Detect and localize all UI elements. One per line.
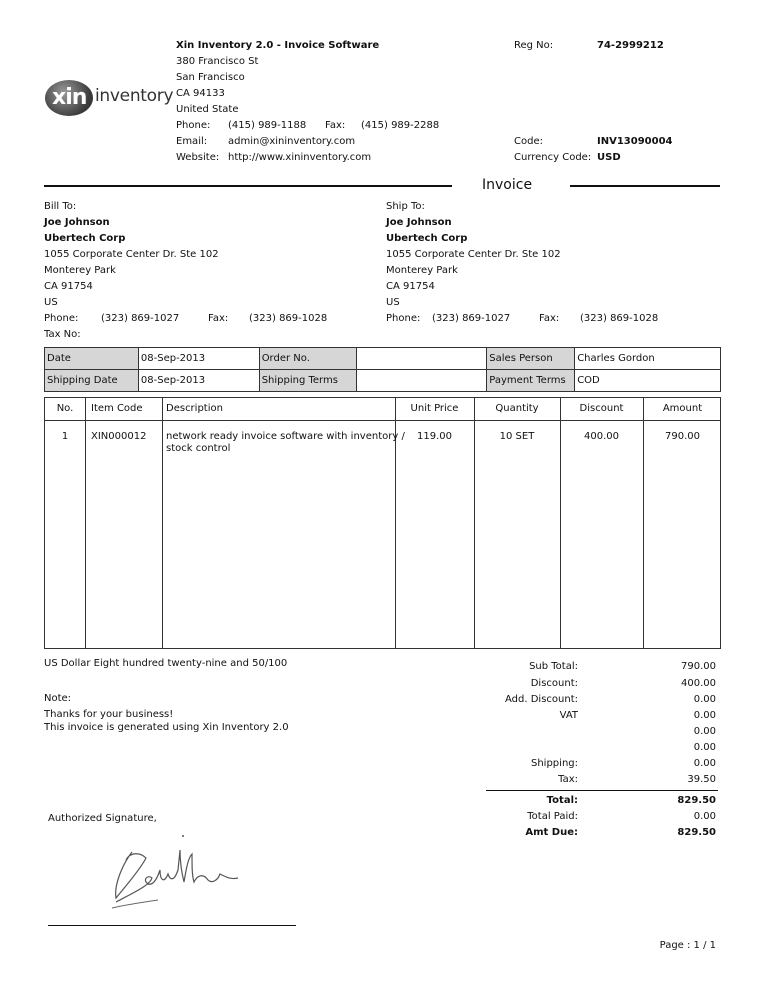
- column-divider: [85, 398, 86, 648]
- date-label: Date: [45, 348, 139, 370]
- shipping-label: Shipping:: [531, 758, 578, 769]
- col-header-no: No.: [56, 403, 74, 414]
- bill-to-company: Ubertech Corp: [44, 233, 126, 244]
- amount-due-value: 829.50: [677, 827, 716, 838]
- row-description: network ready invoice software with inventory /: [166, 431, 405, 442]
- col-header-unit-price: Unit Price: [410, 403, 459, 414]
- note-label: Note:: [44, 693, 72, 704]
- document-title: Invoice: [482, 177, 533, 193]
- total-value: 829.50: [677, 795, 716, 806]
- company-email-label: Email:: [176, 136, 208, 147]
- date-value: 08-Sep-2013: [138, 348, 259, 370]
- shipping-terms-label: Shipping Terms: [259, 370, 356, 392]
- order-info-row: [45, 348, 721, 370]
- page-number: Page : 1 / 1: [659, 940, 716, 951]
- company-logo: [45, 80, 174, 118]
- ship-to-name: Joe Johnson: [386, 217, 452, 228]
- order-no-value: [356, 348, 487, 370]
- company-state-zip: CA 94133: [176, 88, 225, 99]
- totals-rule: [486, 790, 718, 791]
- row-unit-price: 119.00: [417, 431, 452, 442]
- sales-person-label: Sales Person: [487, 348, 575, 370]
- row-no: 1: [61, 431, 69, 442]
- company-phone: (415) 989-1188: [228, 120, 307, 131]
- invoice-code-label: Code:: [514, 136, 543, 147]
- tax-label: Tax:: [558, 774, 578, 785]
- bill-to-country: US: [44, 297, 58, 308]
- col-header-discount: Discount: [579, 403, 624, 414]
- line-items-table: [44, 397, 721, 649]
- logo-mark-text: xin: [52, 85, 87, 110]
- company-fax: (415) 989-2288: [361, 120, 440, 131]
- title-rule-left: [44, 185, 452, 187]
- note-line-1: Thanks for your business!: [44, 709, 174, 720]
- total-paid-value: 0.00: [693, 811, 716, 822]
- company-email[interactable]: admin@xininventory.com: [228, 136, 356, 147]
- currency-code: USD: [597, 152, 621, 163]
- ship-to-address: 1055 Corporate Center Dr. Ste 102: [386, 249, 561, 260]
- bill-to-name: Joe Johnson: [44, 217, 110, 228]
- vat-label: VAT: [559, 710, 578, 721]
- col-header-amount: Amount: [662, 403, 703, 414]
- extra-charge-value: 0.00: [693, 726, 716, 737]
- row-amount: 790.00: [665, 431, 700, 442]
- reg-no-label: Reg No:: [514, 40, 554, 51]
- bill-to-address: 1055 Corporate Center Dr. Ste 102: [44, 249, 219, 260]
- add-discount-label: Add. Discount:: [505, 694, 578, 705]
- ship-to-phone: (323) 869-1027: [432, 313, 511, 324]
- subtotal-label: Sub Total:: [529, 661, 578, 672]
- row-discount: 400.00: [584, 431, 619, 442]
- company-phone-label: Phone:: [176, 120, 211, 131]
- row-quantity: 10 SET: [499, 431, 535, 442]
- amount-in-words: US Dollar Eight hundred twenty-nine and 50/100: [44, 658, 288, 669]
- order-info-table: [44, 347, 721, 392]
- bill-to-fax: (323) 869-1028: [249, 313, 328, 324]
- vat-value: 0.00: [693, 710, 716, 721]
- col-header-quantity: Quantity: [495, 403, 539, 414]
- bill-to-city: Monterey Park: [44, 265, 116, 276]
- company-city: San Francisco: [176, 72, 245, 83]
- extra-charge-value: 0.00: [693, 742, 716, 753]
- note-line-2: This invoice is generated using Xin Inventory 2.0: [44, 722, 289, 733]
- order-no-label: Order No.: [259, 348, 356, 370]
- tax-no-label: Tax No:: [44, 329, 81, 340]
- shipping-terms-value: [356, 370, 487, 392]
- add-discount-value: 0.00: [693, 694, 716, 705]
- discount-label: Discount:: [530, 678, 578, 689]
- bill-to-label: Bill To:: [44, 201, 77, 212]
- tax-value: 39.50: [687, 774, 716, 785]
- col-header-description: Description: [166, 403, 223, 414]
- bill-to-fax-label: Fax:: [208, 313, 229, 324]
- payment-terms-label: Payment Terms: [487, 370, 575, 392]
- order-info-row: [45, 370, 721, 392]
- col-header-item-code: Item Code: [91, 403, 143, 414]
- ship-to-country: US: [386, 297, 400, 308]
- sales-person-value: Charles Gordon: [575, 348, 721, 370]
- amount-due-label: Amt Due:: [525, 827, 578, 838]
- discount-value: 400.00: [681, 678, 716, 689]
- ship-to-company: Ubertech Corp: [386, 233, 468, 244]
- signature-label: Authorized Signature,: [48, 813, 157, 824]
- ship-to-fax-label: Fax:: [539, 313, 560, 324]
- ship-to-state-zip: CA 91754: [386, 281, 435, 292]
- ship-to-label: Ship To:: [386, 201, 425, 212]
- logo-wordmark: inventory: [95, 86, 174, 106]
- shipping-value: 0.00: [693, 758, 716, 769]
- column-divider: [162, 398, 163, 648]
- shipping-date-label: Shipping Date: [45, 370, 139, 392]
- row-description-cont: stock control: [166, 443, 231, 454]
- title-rule-right: [570, 185, 720, 187]
- invoice-code: INV13090004: [597, 136, 673, 147]
- company-fax-label: Fax:: [325, 120, 346, 131]
- company-address: 380 Francisco St: [176, 56, 259, 67]
- total-label: Total:: [546, 795, 578, 806]
- payment-terms-value: COD: [575, 370, 721, 392]
- ship-to-city: Monterey Park: [386, 265, 458, 276]
- reg-no: 74-2999212: [597, 40, 664, 51]
- signature-line: [48, 925, 296, 926]
- ship-to-fax: (323) 869-1028: [580, 313, 659, 324]
- row-item-code: XIN000012: [91, 431, 147, 442]
- header-divider: [45, 420, 720, 421]
- shipping-date-value: 08-Sep-2013: [138, 370, 259, 392]
- bill-to-phone: (323) 869-1027: [101, 313, 180, 324]
- company-website-label: Website:: [176, 152, 220, 163]
- ship-to-phone-label: Phone:: [386, 313, 421, 324]
- subtotal-value: 790.00: [681, 661, 716, 672]
- handwritten-signature: [100, 830, 250, 915]
- company-country: United State: [176, 104, 239, 115]
- bill-to-state-zip: CA 91754: [44, 281, 93, 292]
- total-paid-label: Total Paid:: [527, 811, 578, 822]
- company-name: Xin Inventory 2.0 - Invoice Software: [176, 40, 380, 51]
- company-website[interactable]: http://www.xininventory.com: [228, 152, 372, 163]
- currency-code-label: Currency Code:: [514, 152, 592, 163]
- bill-to-phone-label: Phone:: [44, 313, 79, 324]
